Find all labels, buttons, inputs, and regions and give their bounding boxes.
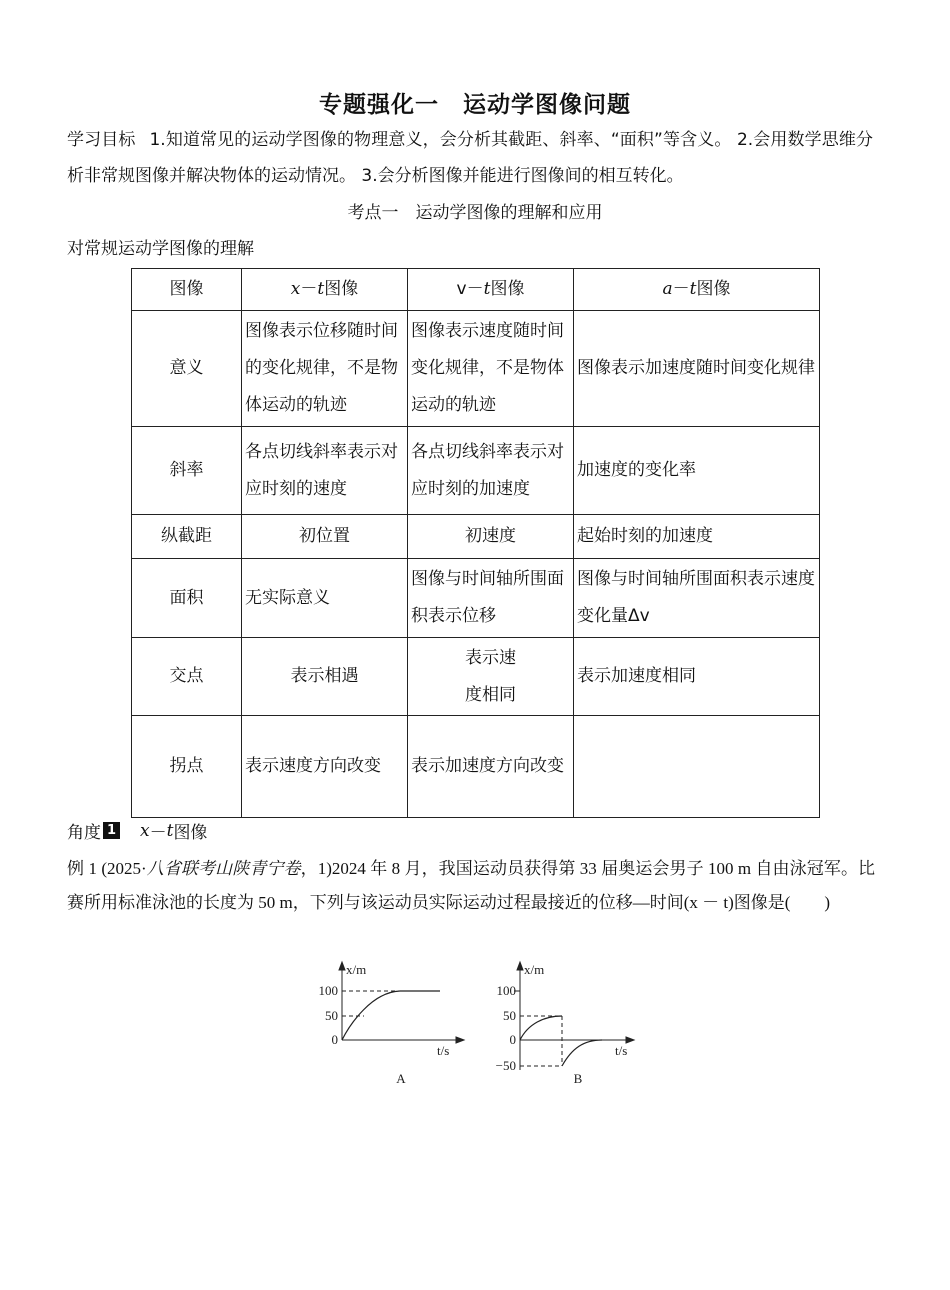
cell-xt: 表示速度方向改变 [242,716,408,818]
cell-xt: 无实际意义 [242,559,408,638]
y-axis-arrow [517,962,523,970]
table-row [132,515,820,559]
curve-b-up [520,1016,562,1040]
graph-b [480,958,650,1088]
tick-label: 0 [509,1032,516,1047]
y-axis-label: x/m [346,962,367,977]
table-row [132,716,820,818]
row-label: 拐点 [132,716,242,818]
y-axis-arrow [339,962,345,970]
table-header-row [132,269,820,311]
example-source: 八省联考山陕青宁卷 [146,859,301,879]
objectives-text: 1.知道常见的运动学图像的物理意义，会分析其截距、斜率、“面积”等含义。 2.会用数学思维分析非常规图像并解决物体的运动情况。 3.会分析图像并能进行图像间的相互转化。 [67,130,874,186]
cell-vt: 各点切线斜率表示对应时刻的加速度 [408,427,574,515]
learning-objectives [67,122,873,194]
x-axis-label: t/s [437,1043,450,1058]
cell-at [574,716,820,818]
table-row [132,559,820,638]
graph-letter: B [573,1071,583,1086]
tick-label: 100 [496,983,516,998]
sub-heading: 对常规运动学图像的理解 [67,239,254,259]
cell-at: 表示加速度相同 [574,638,820,716]
cell-at: 起始时刻的加速度 [574,515,820,559]
header-vt: v－t图像 [408,269,574,311]
graph-letter: A [396,1071,406,1086]
row-label: 斜率 [132,427,242,515]
example-number: 1 [88,859,97,878]
tick-label: 50 [503,1008,516,1023]
cell-xt: 各点切线斜率表示对应时刻的速度 [242,427,408,515]
y-axis-label: x/m [524,962,545,977]
header-at: a－t图像 [574,269,820,311]
table-row [132,311,820,427]
cell-xt: 图像表示位移随时间的变化规律，不是物体运动的轨迹 [242,311,408,427]
example-text: ，1)2024 年 8 月，我国运动员获得第 33 届奥运会男子 100 m 自由泳冠军。比赛所用标准泳池的长度为 50 m，下列与该运动员实际运动过程最接近的位移—时间(x － t)图像是( ) [67,859,876,912]
section-heading: 考点一 运动学图像的理解和应用 [347,203,603,223]
graph-a [300,958,470,1088]
row-label: 面积 [132,559,242,638]
cell-vt: 图像表示速度随时间变化规律，不是物体运动的轨迹 [408,311,574,427]
row-label: 交点 [132,638,242,716]
tick-label: 50 [325,1008,338,1023]
cell-vt: 初速度 [408,515,574,559]
table-row [132,427,820,515]
angle-heading: 角度 1 x － t 图像 [67,818,207,843]
tick-label: −50 [495,1058,516,1073]
angle-prefix: 角度 [67,823,101,843]
objectives-label: 学习目标 [67,130,136,150]
row-label: 纵截距 [132,515,242,559]
tick-label: 100 [318,983,338,998]
cell-vt: 表示速度相同 [408,638,574,716]
cell-xt: 初位置 [242,515,408,559]
cell-at: 图像与时间轴所围面积表示速度变化量Δv [574,559,820,638]
angle-number-badge: 1 [103,822,120,839]
cell-vt: 图像与时间轴所围面积表示位移 [408,559,574,638]
cell-xt: 表示相遇 [242,638,408,716]
table-row [132,638,820,716]
page-title: 专题强化一 运动学图像问题 [319,92,631,118]
x-axis-label: t/s [615,1043,628,1058]
example-head: 例 [67,859,85,879]
cell-vt: 表示加速度方向改变 [408,716,574,818]
row-label: 意义 [132,311,242,427]
tick-label: 0 [331,1032,338,1047]
curve-b-return [562,1040,602,1066]
header-xt: x－t图像 [242,269,408,311]
x-axis-arrow [456,1037,464,1043]
cell-at: 加速度的变化率 [574,427,820,515]
cell-at: 图像表示加速度随时间变化规律 [574,311,820,427]
graph-comparison-table [131,268,820,818]
header-image: 图像 [132,269,242,311]
example-question: 例 1 (2025·八省联考山陕青宁卷，1)2024 年 8 月，我国运动员获得第 33 届奥运会男子 100 m 自由泳冠军。比赛所用标准泳池的长度为 50 m，下列与该运动员实际运动过程最接近的位移—时间(x － t)图像是( ) [67,859,876,912]
